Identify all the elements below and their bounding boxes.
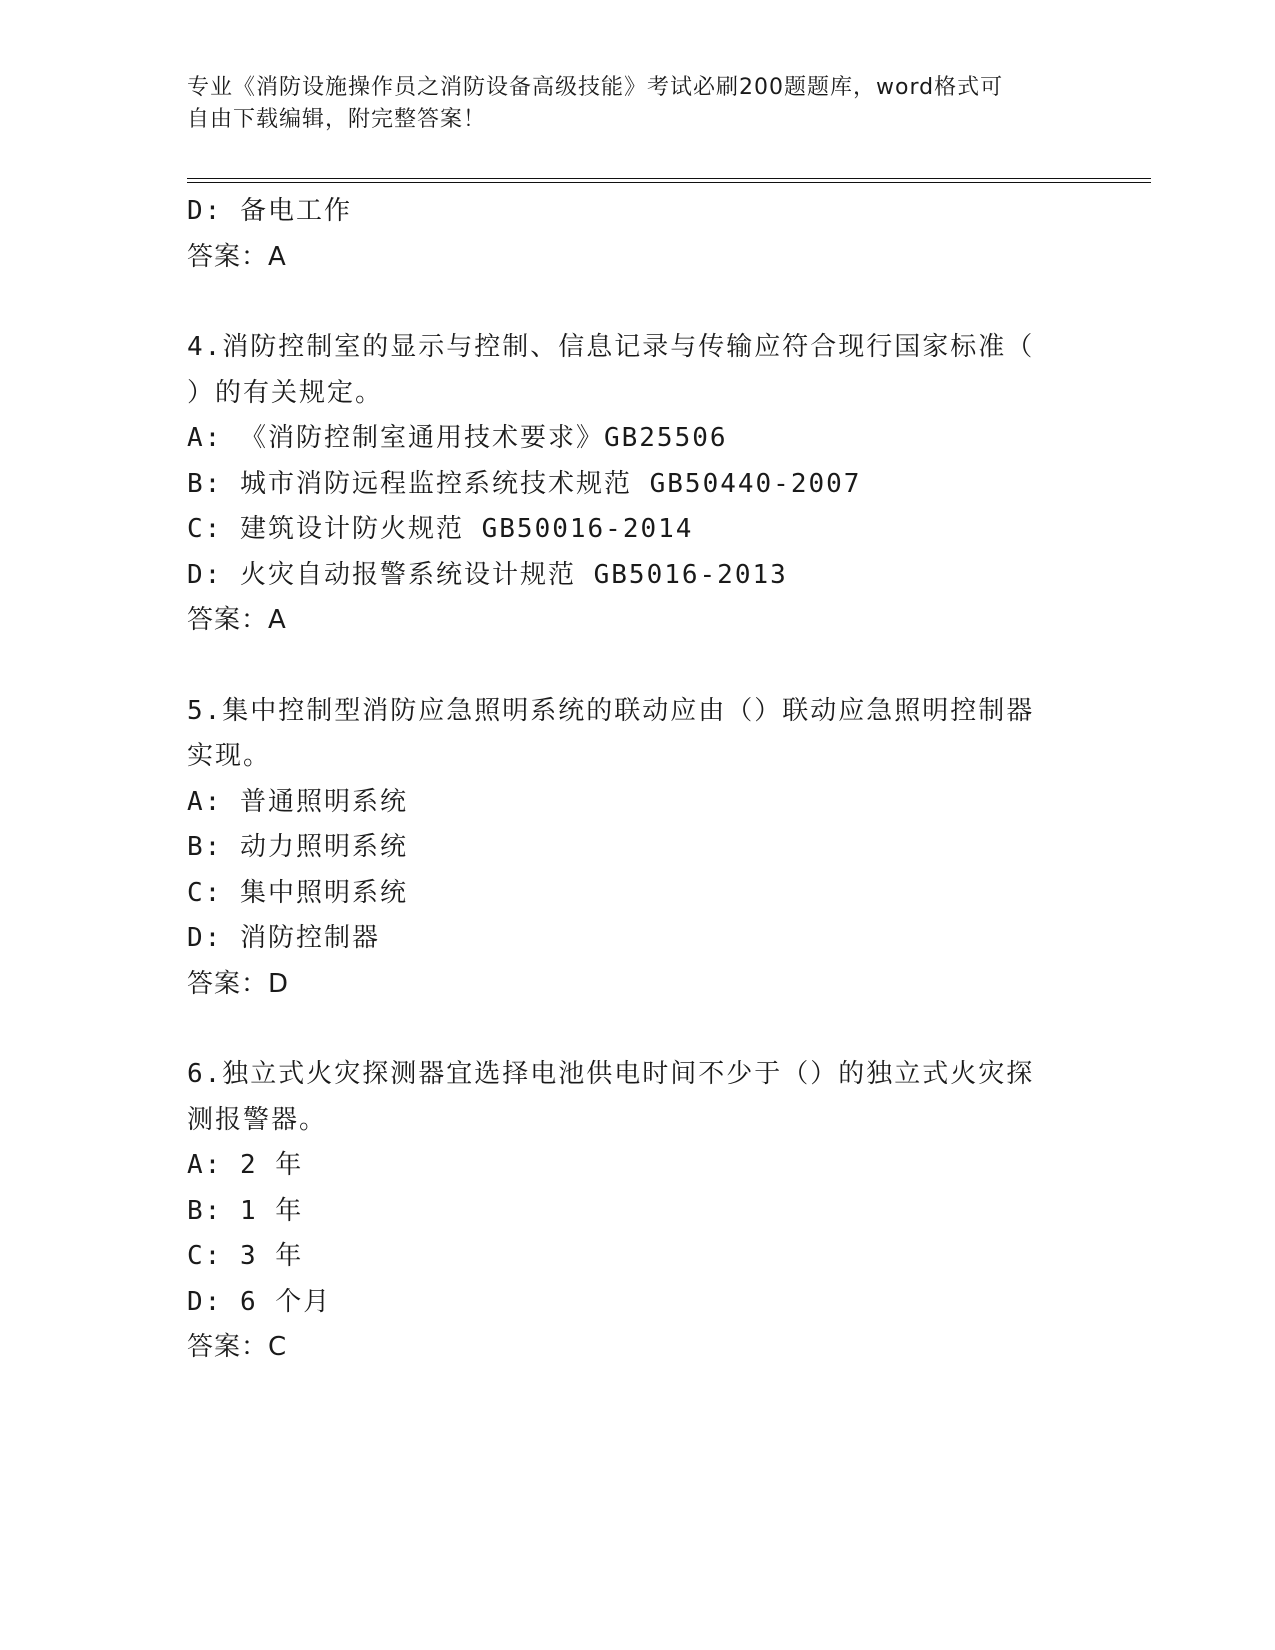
header-divider-bottom [187,182,1151,183]
prev-option-d: D: 备电工作 [187,196,352,226]
option-d: D: 6 个月 [187,1286,332,1317]
option-a: A: 《消防控制室通用技术要求》GB25506 [187,423,728,453]
option-b: B: 城市消防远程监控系统技术规范 GB50440-2007 [187,468,862,499]
question-stem-line1: 4.消防控制室的显示与控制、信息记录与传输应符合现行国家标准（ [187,332,1035,362]
option-a: A: 2 年 [187,1150,304,1180]
question-6 [187,1052,1067,1371]
question-stem-line1: 5.集中控制型消防应急照明系统的联动应由（）联动应急照明控制器 [187,695,1035,726]
option-a: A: 普通照明系统 [187,786,408,817]
header-divider-top [187,178,1151,179]
spacer [187,644,1067,689]
option-c: C: 建筑设计防火规范 GB50016-2014 [187,514,694,544]
spacer [187,1007,1067,1052]
answer: 答案：A [187,605,287,635]
option-c: C: 3 年 [187,1241,304,1271]
question-stem-line1: 6.独立式火灾探测器宜选择电池供电时间不少于（）的独立式火灾探 [187,1059,1035,1089]
option-c: C: 集中照明系统 [187,877,408,908]
question-stem-line2: ）的有关规定。 [187,377,384,408]
option-b: B: 动力照明系统 [187,832,408,862]
header-line-1: 专业《消防设施操作员之消防设备高级技能》考试必刷200题题库，word格式可 [187,75,1004,100]
question-content [187,189,1067,1371]
document-header [187,72,1087,136]
option-d: D: 消防控制器 [187,923,380,953]
question-5 [187,689,1067,1008]
prev-answer: 答案：A [187,241,287,272]
option-d: D: 火灾自动报警系统设计规范 GB5016-2013 [187,559,788,590]
question-stem-line2: 实现。 [187,741,272,771]
option-b: B: 1 年 [187,1195,304,1226]
spacer [187,280,1067,325]
header-line-2: 自由下载编辑，附完整答案！ [187,107,487,132]
answer: 答案：C [187,1332,288,1362]
question-stem-line2: 测报警器。 [187,1104,328,1135]
question-4 [187,325,1067,644]
answer: 答案：D [187,968,290,999]
